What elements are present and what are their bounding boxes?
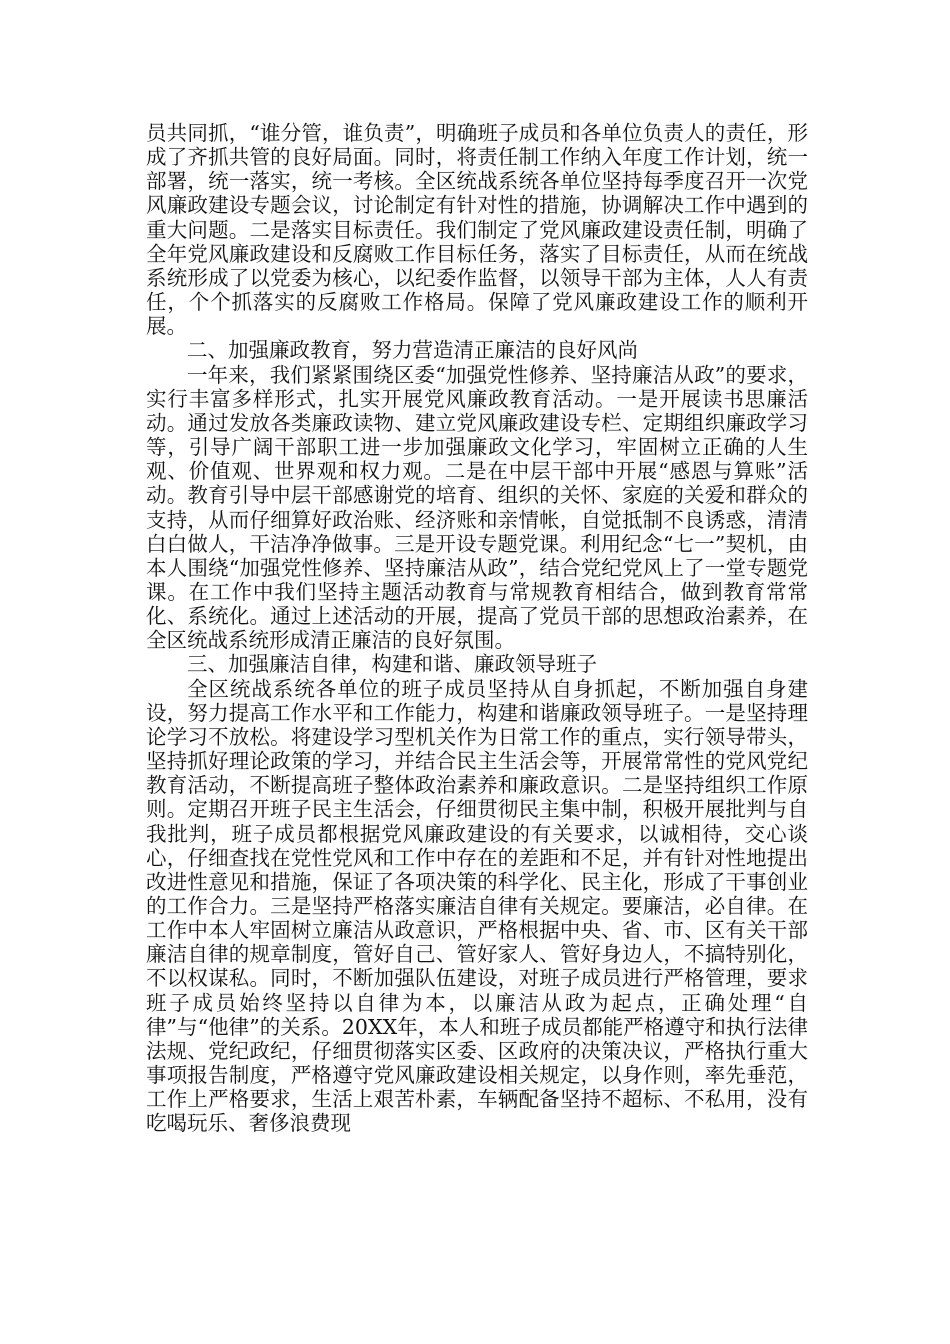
section-heading-self-discipline: 三、加强廉洁自律，构建和谐、廉政领导班子 xyxy=(187,652,597,677)
document-page xyxy=(146,121,808,1136)
paragraph-responsibility: 员共同抓，“谁分管，谁负责”，明确班子成员和各单位负责人的责任，形成了齐抓共管的良好局面。同时，将责任制工作纳入年度工作计划，统一部署，统一落实，统一考核。全区统战系统各单位坚持每季度召开一次党风廉政建设专题会议，讨论制定有针对性的措施，协调解决工作中遇到的重大问题。二是落实目标责任。我们制定了党风廉政建设责任制，明确了全年党风廉政建设和反腐败工作目标任务，落实了目标责任，从而在统战系统形成了以党委为核心，以纪委作监督，以领导干部为主体，人人有责任，个个抓落实的反腐败工作格局。保障了党风廉政建设工作的顺利开展。 xyxy=(146,121,808,339)
paragraph-self-discipline: 全区统战系统各单位的班子成员坚持从自身抓起，不断加强自身建设，努力提高工作水平和工作能力，构建和谐廉政领导班子。一是坚持理论学习不放松。将建设学习型机关作为日常工作的重点，实行领导带头，坚持抓好理论政策的学习，并结合民主生活会等，开展常常性的党风党纪教育活动，不断提高班子整体政治素养和廉政意识。二是坚持组织工作原则。定期召开班子民主生活会，仔细贯彻民主集中制，积极开展批判与自我批判，班子成员都根据党风廉政建设的有关要求，以诚相待，交心谈心，仔细查找在党性党风和工作中存在的差距和不足，并有针对性地提出改进性意见和措施，保证了各项决策的科学化、民主化，形成了干事创业的工作合力。三是坚持严格落实廉洁自律有关规定。要廉洁，必自律。在工作中本人牢固树立廉洁从政意识，严格根据中央、省、市、区有关干部廉洁自律的规章制度，管好自己、管好家人、管好身边人，不搞特别化，不以权谋私。同时，不断加强队伍建设，对班子成员进行严格管理，要求班子成员始终坚持以自律为本，以廉洁从政为起点，正确处理“自律”与“他律”的关系。20XX年，本人和班子成员都能严格遵守和执行法律法规、党纪政纪，仔细贯彻落实区委、区政府的决策决议，严格执行重大事项报告制度，严格遵守党风廉政建设相关规定，以身作则，率先垂范，工作上严格要求，生活上艰苦朴素，车辆配备坚持不超标、不私用，没有吃喝玩乐、奢侈浪费现 xyxy=(146,676,808,1136)
section-heading-education: 二、加强廉政教育，努力营造清正廉洁的良好风尚 xyxy=(187,338,638,363)
paragraph-education: 一年来，我们紧紧围绕区委“加强党性修养、坚持廉洁从政”的要求，实行丰富多样形式，扎实开展党风廉政教育活动。一是开展读书思廉活动。通过发放各类廉政读物、建立党风廉政建设专栏、定期组织廉政学习等，引导广阔干部职工进一步加强廉政文化学习，牢固树立正确的人生观、价值观、世界观和权力观。二是在中层干部中开展“感恩与算账”活动。教育引导中层干部感谢党的培育、组织的关怀、家庭的关爱和群众的支持，从而仔细算好政治账、经济账和亲情帐，自觉抵制不良诱惑，清清白白做人，干洁净净做事。三是开设专题党课。利用纪念“七一”契机，由本人围绕“加强党性修养、坚持廉洁从政”，结合党纪党风上了一堂专题党课。在工作中我们坚持主题活动教育与常规教育相结合，做到教育常常化、系统化。通过上述活动的开展，提高了党员干部的思想政治素养，在全区统战系统形成清正廉洁的良好氛围。 xyxy=(146,362,808,653)
